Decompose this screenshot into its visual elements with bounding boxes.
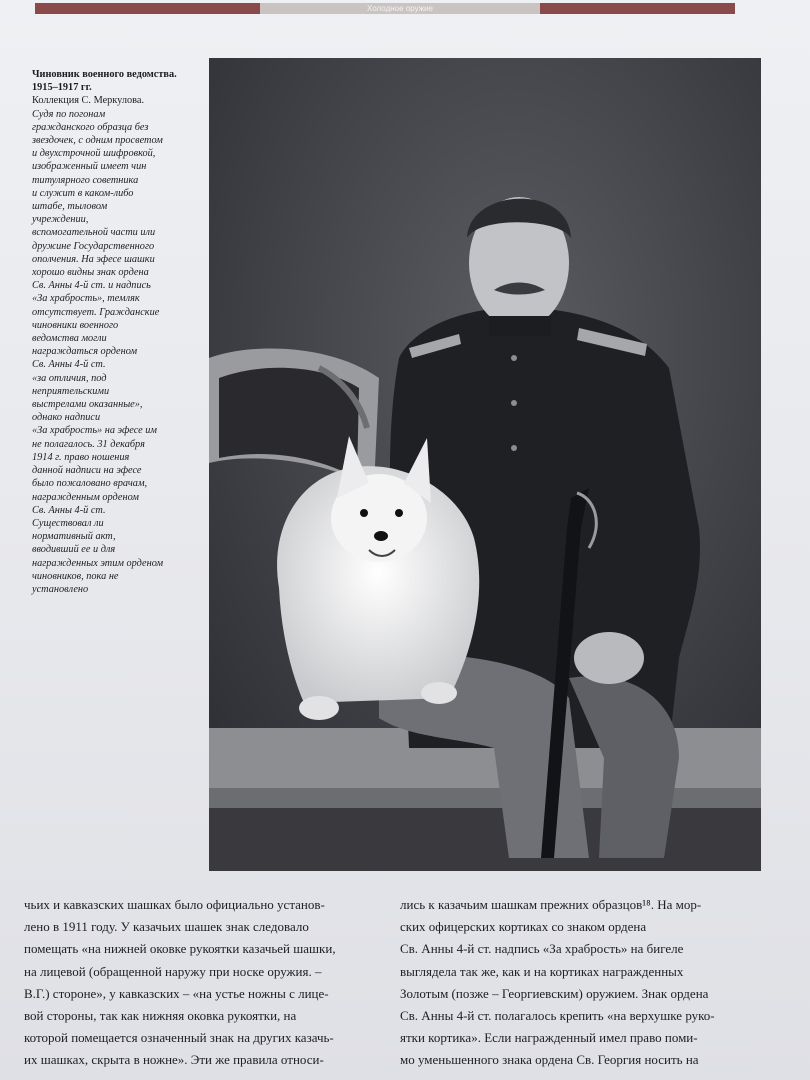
- historical-photo: [209, 58, 761, 871]
- body-text-line: чьих и кавказских шашках было официально установ-: [24, 897, 325, 912]
- body-text-line: В.Г.) стороне», у кавказских – «на устье ножны с лице-: [24, 985, 329, 1001]
- caption-line: штабе, тыловом: [32, 201, 108, 213]
- photo-caption: [32, 68, 204, 596]
- dog-eye: [360, 509, 368, 517]
- body-text-line: выглядела так же, как и на кортиках награжденных: [400, 963, 684, 979]
- body-text-line: ятки кортика». Если награжденный имел право поми-: [400, 1030, 698, 1046]
- dog-paw: [299, 696, 339, 720]
- body-text-line: Золотым (позже – Георгиевским) оружием. Знак ордена: [400, 985, 709, 1001]
- caption-line: «за отличия, под: [32, 372, 107, 384]
- body-text-line: помещать «на нижней оковке рукоятки казачьей шашки,: [24, 941, 336, 957]
- caption-line: награжденным орденом: [32, 491, 139, 503]
- caption-line: и двухстрочной шифровкой,: [32, 148, 156, 160]
- caption-line: данной надписи на эфесе: [32, 465, 142, 477]
- caption-line: чиновников, пока не: [32, 570, 119, 582]
- body-text-line: Св. Анны 4-й ст. надпись «За храбрость» на бигеле: [400, 941, 684, 957]
- caption-line: награждаться орденом: [32, 346, 138, 358]
- caption-line: выстрелами оказанные»,: [32, 399, 143, 411]
- caption-line: гражданского образца без: [32, 121, 149, 133]
- tunic-button: [511, 355, 517, 361]
- body-column-right: [400, 894, 768, 1072]
- caption-line: нормативный акт,: [32, 531, 116, 543]
- body-text-line: вой стороны, так как нижняя оковка рукоятки, на: [24, 1008, 297, 1024]
- tunic-button: [511, 445, 517, 451]
- caption-line: неприятельскими: [32, 385, 110, 397]
- caption-line: отсутствует. Гражданские: [32, 306, 160, 318]
- body-text-line: лено в 1911 году. У казачьих шашек знак следовало: [24, 919, 309, 935]
- caption-line: чиновники военного: [32, 319, 119, 331]
- caption-line: Существовал ли: [32, 517, 104, 529]
- body-text-line: Св. Анны 4-й ст. полагалось крепить «на верхушке руко-: [400, 1008, 715, 1024]
- body-text-line: мо уменьшенного знака ордена Св. Георгия носить на: [400, 1052, 699, 1068]
- caption-line: Св. Анны 4-й ст.: [32, 504, 106, 516]
- dog-paw: [421, 682, 457, 704]
- body-text-line: их шашках, скрыта в ножне». Эти же правила относи-: [24, 1052, 324, 1068]
- tunic-collar: [489, 316, 551, 336]
- body-column-left: [24, 894, 374, 1072]
- caption-line: награжденных этим орденом: [32, 557, 164, 569]
- caption-line: ведомства могли: [32, 333, 107, 345]
- body-text-line: которой помещается означенный знак на других казачь-: [24, 1030, 334, 1046]
- caption-line: Св. Анны 4-й ст.: [32, 359, 106, 371]
- caption-line: установлено: [32, 583, 89, 595]
- bench-rail: [209, 788, 761, 808]
- caption-line: «За храбрость», темляк: [32, 293, 140, 305]
- dog-nose: [374, 531, 388, 541]
- photo-illustration: [209, 58, 761, 871]
- running-header: [35, 3, 735, 14]
- caption-line: учреждении,: [32, 214, 89, 226]
- caption-line: дружине Государственного: [32, 240, 155, 252]
- caption-line: ополчения. На эфесе шашки: [32, 253, 155, 265]
- caption-title: Чиновник военного ведомства. 1915–1917 гг.: [32, 69, 177, 94]
- dog-eye: [395, 509, 403, 517]
- caption-line: титулярного советника: [32, 174, 139, 186]
- body-text-line: ских офицерских кортиках со знаком ордена: [400, 919, 647, 935]
- caption-line: однако надписи: [32, 412, 101, 424]
- body-text-line: на лицевой (обращенной наружу при носке оружия. –: [24, 963, 322, 979]
- caption-line: звездочек, с одним просветом: [32, 135, 163, 147]
- header-bar-left: [35, 3, 260, 14]
- caption-line: хорошо видны знак ордена: [32, 267, 149, 279]
- caption-line: и служит в каком-либо: [32, 187, 134, 199]
- caption-source: Коллекция С. Меркулова.: [32, 95, 145, 107]
- caption-line: вводивший ее и для: [32, 544, 116, 556]
- caption-line: Судя по погонам: [32, 108, 106, 120]
- caption-line: Св. Анны 4-й ст. и надпись: [32, 280, 151, 292]
- section-label: Холодное оружие: [367, 4, 433, 13]
- caption-line: изображенный имеет чин: [32, 161, 147, 173]
- body-text-line: лись к казачьим шашкам прежних образцов¹⁸. На мор-: [400, 897, 702, 912]
- caption-line: было пожаловано врачам,: [32, 478, 148, 490]
- caption-line: не полагалось. 31 декабря: [32, 438, 145, 450]
- header-bar-right: [540, 3, 735, 14]
- tunic-button: [511, 400, 517, 406]
- caption-text: [32, 108, 204, 597]
- man-hand: [574, 632, 644, 684]
- caption-line: «За храбрость» на эфесе им: [32, 425, 158, 437]
- caption-line: вспомогательной части или: [32, 227, 156, 239]
- caption-line: 1914 г. право ношения: [32, 451, 130, 463]
